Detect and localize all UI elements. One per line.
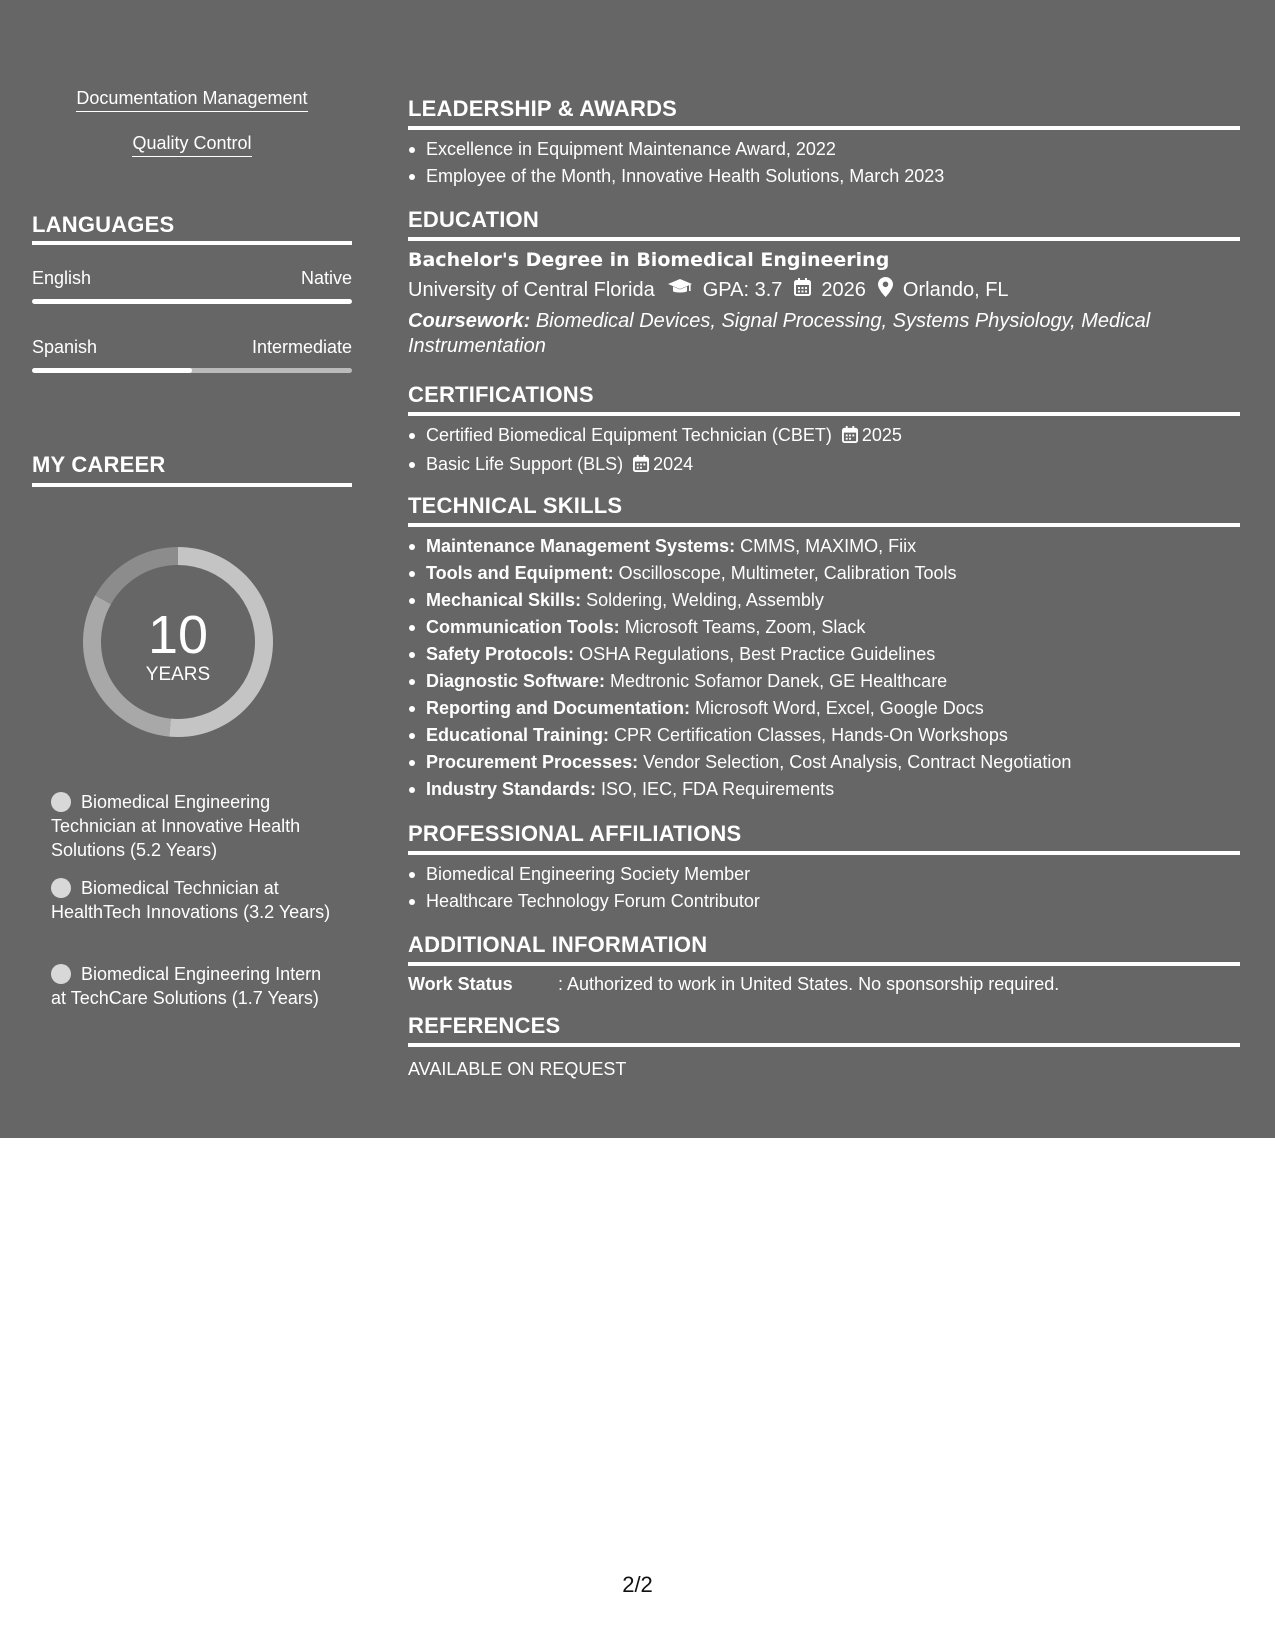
list-item: Educational Training: CPR Certification Classes, Hands-On Workshops <box>408 722 1240 749</box>
work-status-label: Work Status <box>408 974 513 994</box>
calendar-icon <box>842 424 858 451</box>
section-title: EDUCATION <box>408 207 539 232</box>
education-details <box>408 277 1240 303</box>
language-level: Intermediate <box>251 337 352 357</box>
work-status <box>408 974 1240 995</box>
career-item: Biomedical Technician at HealthTech Innovations (3.2 Years) <box>51 878 331 922</box>
certifications-list <box>408 422 1240 480</box>
skill-tag: Quality Control <box>32 133 352 157</box>
technical-skills-section <box>408 493 1240 803</box>
section-rule <box>408 1043 1240 1047</box>
section-rule <box>32 483 352 487</box>
section-title: ADDITIONAL INFORMATION <box>408 932 708 957</box>
legend-dot <box>51 878 71 898</box>
awards-list <box>408 136 1240 190</box>
school-name: University of Central Florida <box>408 278 655 301</box>
list-item: Healthcare Technology Forum Contributor <box>408 888 1240 915</box>
list-item: Communication Tools: Microsoft Teams, Zoom, Slack <box>408 614 1240 641</box>
section-rule <box>408 412 1240 416</box>
list-item: Certified Biomedical Equipment Technician (CBET) 2025 <box>408 422 1240 451</box>
section-title: PROFESSIONAL AFFILIATIONS <box>408 821 742 846</box>
legend-dot <box>51 964 71 984</box>
list-item: Procurement Processes: Vendor Selection, Cost Analysis, Contract Negotiation <box>408 749 1240 776</box>
language-name: English <box>32 268 92 288</box>
list-item: Employee of the Month, Innovative Health Solutions, March 2023 <box>408 163 1240 190</box>
career-total-years: 10 <box>147 605 209 665</box>
degree-title: Bachelor's Degree in Biomedical Engineering <box>408 249 890 271</box>
section-title: REFERENCES <box>408 1013 561 1038</box>
affiliations-section <box>408 821 1240 915</box>
calendar-icon <box>794 278 811 302</box>
gpa: GPA: 3.7 <box>702 278 783 301</box>
skill-tag: Documentation Management <box>32 88 352 112</box>
graduation-year: 2026 <box>821 278 866 301</box>
language-level: Native <box>300 268 352 288</box>
career-item: Biomedical Engineering Technician at Innovative Health Solutions (5.2 Years) <box>51 792 301 860</box>
section-rule <box>408 237 1240 241</box>
section-title: TECHNICAL SKILLS <box>408 493 623 518</box>
language-bar <box>32 368 352 373</box>
career-title: MY CAREER <box>32 452 166 477</box>
section-title: LEADERSHIP & AWARDS <box>408 96 678 121</box>
section-rule <box>408 523 1240 527</box>
affiliations-list <box>408 861 1240 915</box>
list-item: Tools and Equipment: Oscilloscope, Multimeter, Calibration Tools <box>408 560 1240 587</box>
legend-dot <box>51 792 71 812</box>
section-rule <box>408 126 1240 130</box>
list-item: Maintenance Management Systems: CMMS, MAXIMO, Fiix <box>408 533 1240 560</box>
language-bar <box>32 299 352 304</box>
language-bar-fill <box>32 299 352 304</box>
list-item: Excellence in Equipment Maintenance Award, 2022 <box>408 136 1240 163</box>
references-text: AVAILABLE ON REQUEST <box>408 1059 627 1079</box>
language-name: Spanish <box>32 337 98 357</box>
list-item: Diagnostic Software: Medtronic Sofamor Danek, GE Healthcare <box>408 668 1240 695</box>
list-item: Industry Standards: ISO, IEC, FDA Requirements <box>408 776 1240 803</box>
list-item: Mechanical Skills: Soldering, Welding, Assembly <box>408 587 1240 614</box>
list-item: Biomedical Engineering Society Member <box>408 861 1240 888</box>
calendar-icon <box>633 453 649 480</box>
school-location: Orlando, FL <box>902 278 1009 301</box>
section-title: CERTIFICATIONS <box>408 382 594 407</box>
additional-info-section <box>408 932 1240 995</box>
career-item: Biomedical Engineering Intern at TechCare Solutions (1.7 Years) <box>51 964 322 1008</box>
career-donut-chart <box>66 530 290 754</box>
work-status-value: : Authorized to work in United States. No sponsorship required. <box>558 974 1060 994</box>
list-item: Basic Life Support (BLS) 2024 <box>408 451 1240 480</box>
language-item <box>32 268 352 304</box>
education-section <box>408 207 1240 359</box>
technical-skills-list <box>408 533 1240 803</box>
list-item: Reporting and Documentation: Microsoft Word, Excel, Google Docs <box>408 695 1240 722</box>
coursework: Coursework: Biomedical Devices, Signal Processing, Systems Physiology, Medical Instrumentation <box>408 310 1151 357</box>
graduation-cap-icon <box>667 278 693 302</box>
section-rule <box>32 241 352 245</box>
page-number: 2/2 <box>622 1572 653 1597</box>
references-section <box>408 1013 1240 1080</box>
languages-title: LANGUAGES <box>32 212 175 237</box>
section-rule <box>408 851 1240 855</box>
certifications-section <box>408 382 1240 480</box>
language-item <box>32 337 352 373</box>
map-pin-icon <box>878 277 893 303</box>
language-bar-fill <box>32 368 192 373</box>
leadership-section <box>408 96 1240 190</box>
career-total-unit: YEARS <box>145 664 211 685</box>
section-rule <box>408 962 1240 966</box>
list-item: Safety Protocols: OSHA Regulations, Best Practice Guidelines <box>408 641 1240 668</box>
